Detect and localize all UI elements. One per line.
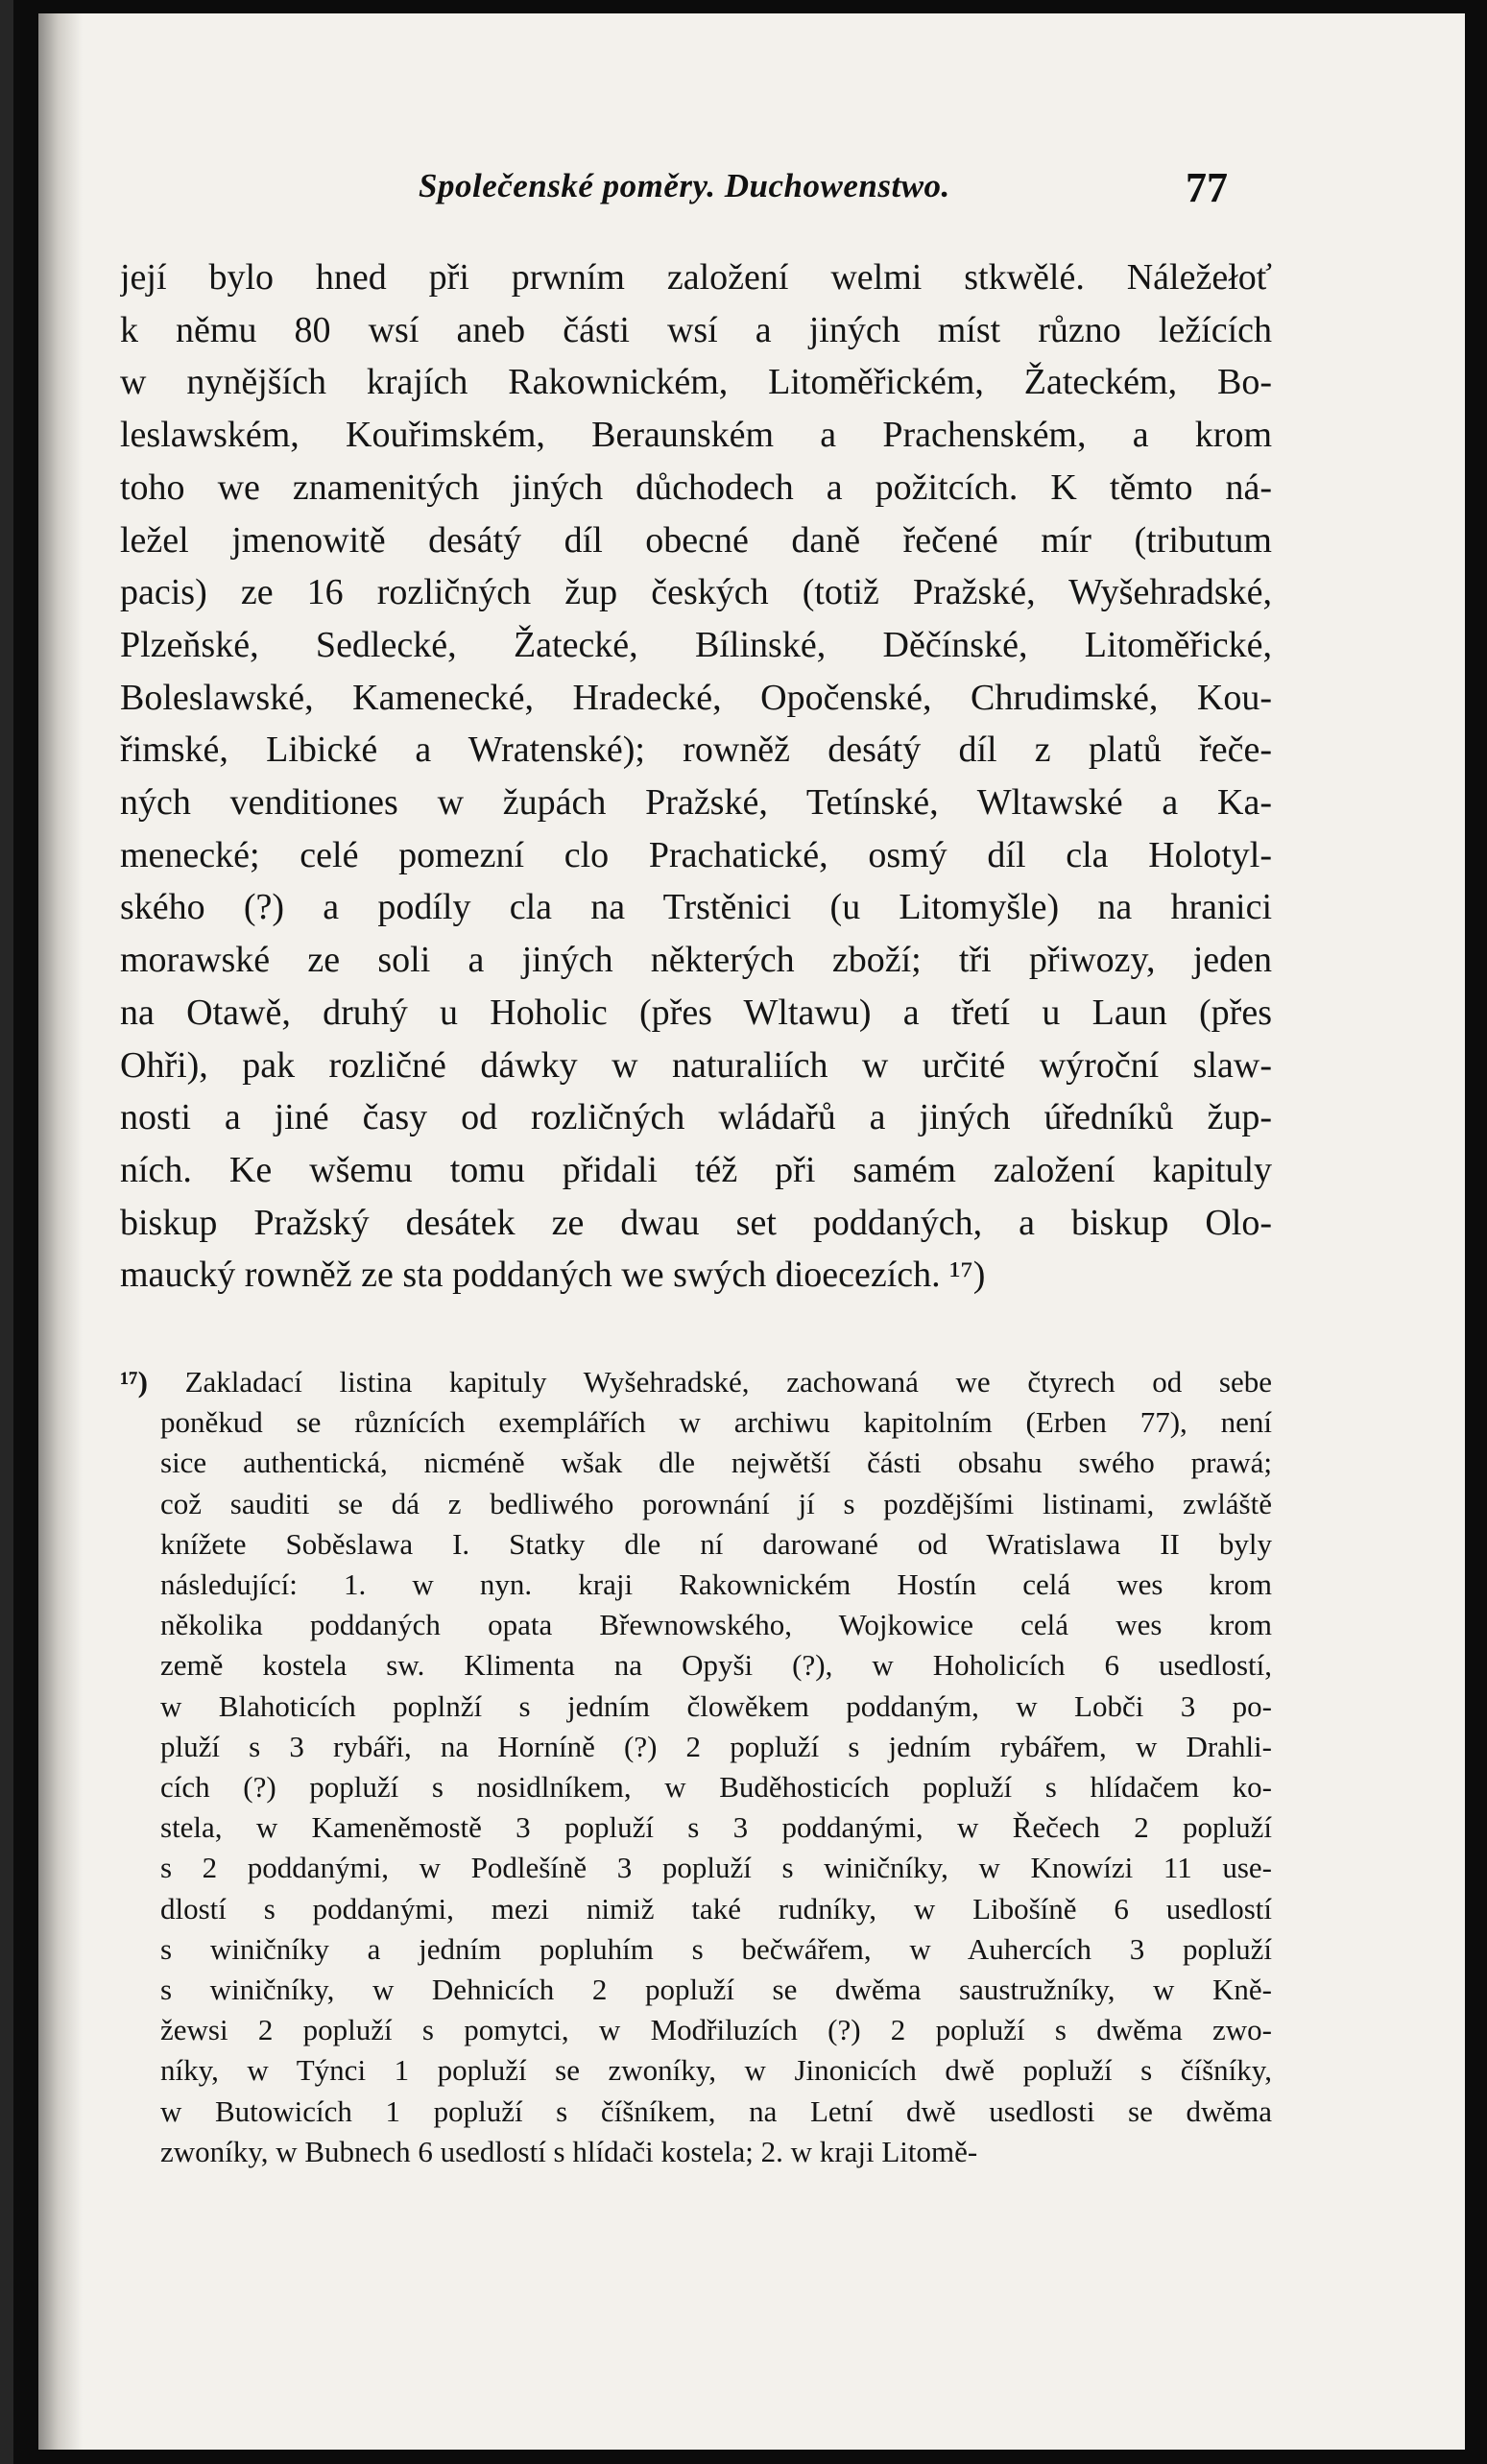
text-line: pacis) ze 16 rozličných žup českých (totiž Pražské, Wyšehradské, (120, 572, 1272, 613)
footnote-line: poněkud se různících exemplářích w archiwu kapitolním (Erben 77), není (160, 1405, 1272, 1440)
text-line: w nynějších krajích Rakownickém, Litoměřickém, Žateckém, Bo- (120, 362, 1272, 403)
text-line: její bylo hned při prwním založení welmi stkwělé. Náležełoť (120, 257, 1272, 298)
gutter-shadow (38, 13, 83, 2450)
footnote-line-text: Zakladací listina kapituly Wyšehradské, zachowaná we čtyrech od sebe (184, 1365, 1272, 1399)
text-line: nosti a jiné časy od rozličných wládařů a jiných úředníků žup- (120, 1097, 1272, 1138)
text-line: Ohři), pak rozličné dáwky w naturaliích w určité wýroční slaw- (120, 1044, 1272, 1086)
footnote-first-line (120, 1362, 1272, 1402)
text-line: na Otawě, druhý u Hoholic (přes Wltawu) a třetí u Laun (přes (120, 992, 1272, 1033)
book-spine-edge (0, 0, 13, 2464)
footnote-line: w Butowicích 1 popluží s číšníkem, na Letní dwě usedlosti se dwěma (160, 2093, 1272, 2128)
footnote-line: s 2 poddanými, w Podlešíně 3 popluží s winičníky, w Knowízi 11 use- (160, 1851, 1272, 1885)
text-line: ních. Ke wšemu tomu přidali též při samém založení kapituly (120, 1149, 1272, 1190)
footnote-line: w Blahoticích poplnží s jedním člowěkem poddaným, w Lobči 3 po- (160, 1688, 1272, 1723)
text-line: toho we znamenitých jiných důchodech a požitcích. K těmto ná- (120, 466, 1272, 508)
footnote-line: stela, w Kameněmostě 3 popluží s 3 poddanými, w Řečech 2 popluží (160, 1810, 1272, 1845)
footnote-line: což sauditi se dá z bedliwého porownání jí s pozdějšími listinami, zwláště (160, 1486, 1272, 1520)
footnote-line: sice authentická, nicméně wšak dle nejwětší části obsahu swého prawá; (160, 1446, 1272, 1480)
footnote-line: zwoníky, w Bubnech 6 usedlostí s hlídači kostela; 2. w kraji Litomě- (160, 2134, 978, 2168)
text-line: řimské, Libické a Wratenské); rowněž desátý díl z platů řeče- (120, 730, 1272, 771)
main-text-block (120, 251, 1272, 1302)
footnote-line: žewsi 2 popluží s pomytci, w Modřiluzích (?) 2 popluží s dwěma zwo- (160, 2013, 1272, 2047)
footnote-line: s winičníky a jedním popluhím s bečwářem, w Auhercích 3 popluží (160, 1931, 1272, 1966)
footnote-line: pluží s 3 rybáři, na Horníně (?) 2 popluží s jedním rybářem, w Drahli- (160, 1729, 1272, 1763)
footnote-line: následující: 1. w nyn. kraji Rakownickém Hostín celá wes krom (160, 1567, 1272, 1602)
footnote-line: níky, w Týnci 1 popluží se zwoníky, w Jinonicích dwě popluží s číšníky, (160, 2053, 1272, 2088)
running-head (38, 157, 1465, 215)
text-line: Plzeňské, Sedlecké, Žatecké, Bílinské, Děčínské, Litoměřické, (120, 624, 1272, 665)
footnote-line: země kostela sw. Klimenta na Opyši (?), w Hoholicích 6 usedlostí, (160, 1648, 1272, 1683)
text-line: k němu 80 wsí aneb části wsí a jiných míst různo ležících (120, 309, 1272, 350)
footnote-block (120, 1362, 1272, 2172)
page-number: 77 (1186, 164, 1228, 211)
footnote-line: s winičníky, w Dehnicích 2 popluží se dwěma saustružníky, w Kně- (160, 1973, 1272, 2007)
running-title: Společenské poměry. Duchowenstwo. (419, 167, 950, 204)
footnote-marker: ¹⁷) (120, 1365, 148, 1399)
text-line: menecké; celé pomezní clo Prachatické, osmý díl cla Holotyl- (120, 834, 1272, 875)
text-line: ných venditiones w župách Pražské, Tetínské, Wltawské a Ka- (120, 782, 1272, 824)
book-page (38, 13, 1465, 2450)
footnote-line: knížete Soběslawa I. Statky dle ní darowané od Wratislawa II byly (160, 1526, 1272, 1561)
text-line: Boleslawské, Kamenecké, Hradecké, Opočenské, Chrudimské, Kou- (120, 677, 1272, 718)
footnote-line: cích (?) popluží s nosidlníkem, w Buděhosticích popluží s hlídačem ko- (160, 1770, 1272, 1805)
text-line: ležel jmenowitě desátý díl obecné daně řečené mír (tributum (120, 519, 1272, 561)
footnote-line: dlostí s poddanými, mezi nimiž také rudníky, w Libošíně 6 usedlostí (160, 1891, 1272, 1926)
text-line: biskup Pražský desátek ze dwau set poddaných, a biskup Olo- (120, 1202, 1272, 1243)
text-line: maucký rowněž ze sta poddaných we swých dioecezích. ¹⁷) (120, 1255, 986, 1296)
text-line: morawské ze soli a jiných některých zboží; tři přiwozy, jeden (120, 940, 1272, 981)
text-line: leslawském, Kouřimském, Beraunském a Prachenském, a krom (120, 415, 1272, 456)
text-line: ského (?) a podíly cla na Trstěnici (u Litomyšle) na hranici (120, 887, 1272, 928)
footnote-line: několika poddaných opata Břewnowského, Wojkowice celá wes krom (160, 1608, 1272, 1642)
